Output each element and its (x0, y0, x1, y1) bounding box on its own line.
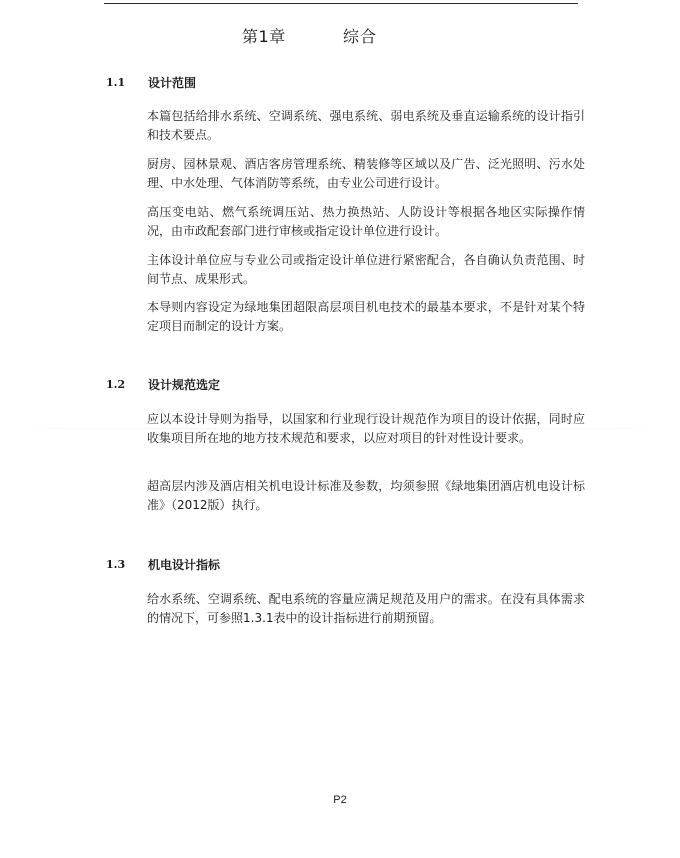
paragraph: 超高层内涉及酒店相关机电设计标准及参数，均须参照《绿地集团酒店机电设计标准》（2012版）执行。 (147, 479, 585, 512)
page-number: P2 (333, 794, 347, 806)
top-rule (104, 3, 578, 4)
paragraph: 应以本设计导则为指导，以国家和行业现行设计规范作为项目的设计依据，同时应收集项目所在地的地方技术规范和要求，以应对项目的针对性设计要求。 (147, 412, 585, 445)
section-title: 设计范围 (148, 76, 197, 90)
section-title: 设计规范选定 (148, 378, 221, 392)
paragraph: 本篇包括给排水系统、空调系统、强电系统、弱电系统及垂直运输系统的设计指引和技术要点。 (147, 109, 585, 142)
paragraph: 高压变电站、燃气系统调压站、热力换热站、人防设计等根据各地区实际操作情况，由市政配套部门进行审核或指定设计单位进行设计。 (147, 205, 585, 238)
section-number: 1.3 (106, 558, 126, 571)
chapter-title: 综合 (343, 27, 378, 46)
scan-mark (0, 428, 680, 429)
section-number: 1.1 (106, 76, 126, 89)
section-title: 机电设计指标 (148, 558, 221, 572)
paragraph: 主体设计单位应与专业公司或指定设计单位进行紧密配合，各自确认负责范围、时间节点、成果形式。 (147, 253, 585, 286)
paragraph: 厨房、园林景观、酒店客房管理系统、精装修等区域以及广告、泛光照明、污水处理、中水处理、气体消防等系统，由专业公司进行设计。 (147, 157, 585, 190)
chapter-number: 第1章 (242, 27, 286, 46)
paragraph: 给水系统、空调系统、配电系统的容量应满足规范及用户的需求。在没有具体需求的情况下，可参照1.3.1表中的设计指标进行前期预留。 (147, 592, 585, 625)
paragraph: 本导则内容设定为绿地集团超限高层项目机电技术的最基本要求，不是针对某个特定项目而制定的设计方案。 (147, 300, 585, 333)
chapter-header (0, 24, 680, 48)
section-number: 1.2 (106, 378, 126, 391)
